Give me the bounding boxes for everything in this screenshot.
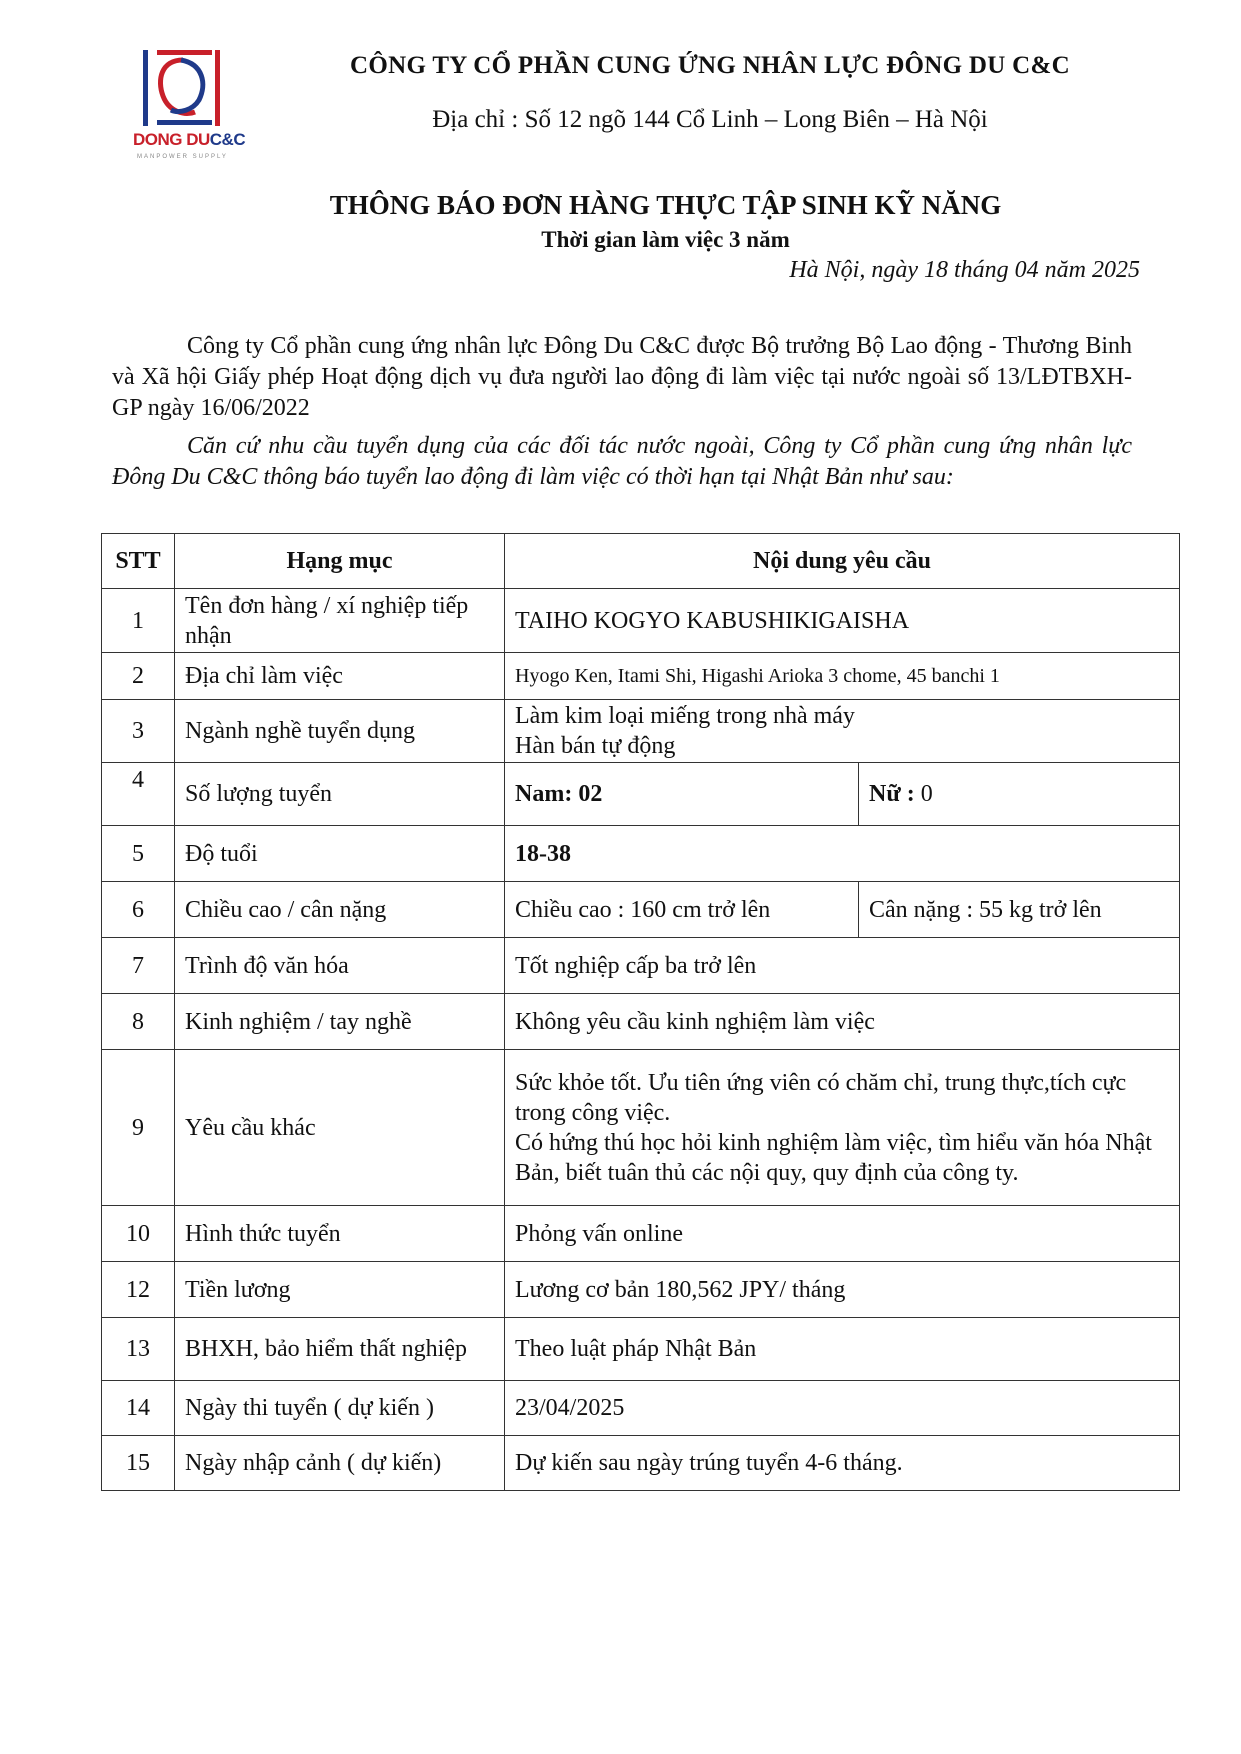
female-count — [859, 763, 1180, 826]
table-row — [102, 994, 1180, 1050]
company-logo — [133, 50, 248, 165]
male-count: Nam: 02 — [505, 763, 859, 826]
row-item: Tên đơn hàng / xí nghiệp tiếp nhận — [175, 589, 505, 653]
row-content: Dự kiến sau ngày trúng tuyển 4-6 tháng. — [505, 1436, 1180, 1491]
header-item: Hạng mục — [175, 534, 505, 589]
table-row — [102, 938, 1180, 994]
row-content: 18-38 — [505, 826, 1180, 882]
row-stt: 14 — [102, 1381, 175, 1436]
row-item: Địa chỉ làm việc — [175, 653, 505, 700]
row-stt: 1 — [102, 589, 175, 653]
logo-mark-icon — [133, 50, 248, 130]
row-content: TAIHO KOGYO KABUSHIKIGAISHA — [505, 589, 1180, 653]
intro-paragraph-license: Công ty Cổ phần cung ứng nhân lực Đông Du C&C được Bộ trưởng Bộ Lao động - Thương Binh và Xã hội Giấy phép Hoạt động dịch vụ đưa người lao động đi làm việc tại nước ngoài số 13/LĐTBXH-GP ngày 16/06/2022 — [112, 333, 1132, 421]
row-content: Không yêu cầu kinh nghiệm làm việc — [505, 994, 1180, 1050]
row-item: Hình thức tuyển — [175, 1206, 505, 1262]
content-line: Có hứng thú học hỏi kinh nghiệm làm việc, tìm hiểu văn hóa Nhật Bản, biết tuân thủ các nội quy, quy định của công ty. — [515, 1129, 1152, 1186]
row-content: Phỏng vấn online — [505, 1206, 1180, 1262]
row-stt: 13 — [102, 1318, 175, 1381]
header-stt: STT — [102, 534, 175, 589]
row-item: Chiều cao / cân nặng — [175, 882, 505, 938]
table-row — [102, 763, 1180, 826]
table-row — [102, 1050, 1180, 1206]
header-content: Nội dung yêu cầu — [505, 534, 1180, 589]
row-item: Số lượng tuyển — [175, 763, 505, 826]
table-row — [102, 1436, 1180, 1491]
row-stt: 7 — [102, 938, 175, 994]
requirements-table — [101, 533, 1180, 1491]
row-content: Theo luật pháp Nhật Bản — [505, 1318, 1180, 1381]
table-row — [102, 826, 1180, 882]
document-title: THÔNG BÁO ĐƠN HÀNG THỰC TẬP SINH KỸ NĂNG — [329, 190, 1002, 220]
row-stt: 3 — [102, 700, 175, 763]
document-subtitle: Thời gian làm việc 3 năm — [541, 227, 790, 252]
row-stt: 8 — [102, 994, 175, 1050]
row-item: Ngày thi tuyển ( dự kiến ) — [175, 1381, 505, 1436]
company-name: CÔNG TY CỔ PHẦN CUNG ỨNG NHÂN LỰC ĐÔNG DU C&C — [350, 52, 1070, 79]
female-label: Nữ : — [869, 781, 915, 807]
female-value: 0 — [914, 781, 933, 807]
table-header-row — [102, 534, 1180, 589]
row-content: 23/04/2025 — [505, 1381, 1180, 1436]
company-address: Địa chỉ : Số 12 ngõ 144 Cổ Linh – Long Biên – Hà Nội — [432, 106, 988, 133]
logo-wordmark: DONG DUC&C — [133, 130, 246, 149]
table-row — [102, 1318, 1180, 1381]
row-item: Tiền lương — [175, 1262, 505, 1318]
table-row — [102, 589, 1180, 653]
intro-paragraph-announcement: Căn cứ nhu cầu tuyển dụng của các đối tác nước ngoài, Công ty Cổ phần cung ứng nhân lực Đông Du C&C thông báo tuyển lao động đi làm việc có thời hạn tại Nhật Bản như sau: — [112, 433, 1132, 490]
row-content — [505, 1050, 1180, 1206]
row-stt: 2 — [102, 653, 175, 700]
row-item: Kinh nghiệm / tay nghề — [175, 994, 505, 1050]
logo-tagline: MANPOWER SUPPLY — [137, 154, 228, 160]
content-line: Hàn bán tự động — [515, 733, 676, 759]
content-line: Sức khỏe tốt. Ưu tiên ứng viên có chăm chỉ, trung thực,tích cực trong công việc. — [515, 1069, 1127, 1126]
row-item: Yêu cầu khác — [175, 1050, 505, 1206]
table-row — [102, 1206, 1180, 1262]
table-row — [102, 653, 1180, 700]
row-item: Độ tuổi — [175, 826, 505, 882]
row-stt: 4 — [102, 763, 175, 826]
row-stt: 6 — [102, 882, 175, 938]
row-stt: 5 — [102, 826, 175, 882]
row-item: Ngày nhập cảnh ( dự kiến) — [175, 1436, 505, 1491]
table-row — [102, 1381, 1180, 1436]
row-item: Trình độ văn hóa — [175, 938, 505, 994]
row-item: BHXH, bảo hiểm thất nghiệp — [175, 1318, 505, 1381]
row-content: Hyogo Ken, Itami Shi, Higashi Arioka 3 chome, 45 banchi 1 — [505, 653, 1180, 700]
height-requirement: Chiều cao : 160 cm trở lên — [505, 882, 859, 938]
table-row — [102, 700, 1180, 763]
document-date: Hà Nội, ngày 18 tháng 04 năm 2025 — [789, 257, 1140, 283]
content-line: Làm kim loại miếng trong nhà máy — [515, 703, 855, 729]
row-item: Ngành nghề tuyển dụng — [175, 700, 505, 763]
table-row — [102, 1262, 1180, 1318]
row-content — [505, 700, 1180, 763]
row-content: Lương cơ bản 180,562 JPY/ tháng — [505, 1262, 1180, 1318]
table-row — [102, 882, 1180, 938]
row-content: Tốt nghiệp cấp ba trở lên — [505, 938, 1180, 994]
row-stt: 15 — [102, 1436, 175, 1491]
row-stt: 12 — [102, 1262, 175, 1318]
row-stt: 9 — [102, 1050, 175, 1206]
row-stt: 10 — [102, 1206, 175, 1262]
weight-requirement: Cân nặng : 55 kg trở lên — [859, 882, 1180, 938]
